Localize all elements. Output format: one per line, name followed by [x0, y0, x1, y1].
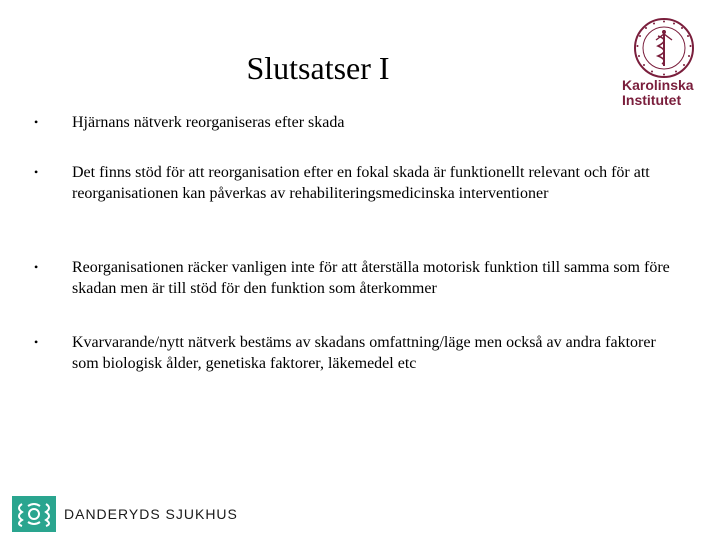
- bullet-dot: •: [34, 335, 39, 349]
- karolinska-wordmark-line2: Institutet: [622, 92, 682, 108]
- bullet-text: Hjärnans nätverk reorganiseras efter skada: [72, 114, 345, 131]
- bullet-item: [34, 332, 684, 374]
- bullet-text: Kvarvarande/nytt nätverk bestäms av skadans omfattning/läge men också av andra faktorer som biologisk ålder, genetiska faktorer, läkemedel etc: [72, 334, 656, 372]
- bullet-item: [34, 112, 344, 133]
- danderyds-sjukhus-wordmark: DANDERYDS SJUKHUS: [64, 506, 238, 522]
- bullet-dot: •: [34, 115, 39, 129]
- bullet-dot: •: [34, 260, 39, 274]
- slide-title: Slutsatser I: [246, 50, 390, 86]
- danderyd-emblem-icon: [12, 496, 56, 532]
- danderyds-sjukhus-logo: [12, 496, 238, 532]
- karolinska-wordmark-line1: Karolinska: [622, 77, 694, 93]
- bullet-item: [34, 162, 684, 204]
- karolinska-institutet-logo: [622, 16, 708, 112]
- bullet-text: Reorganisationen räcker vanligen inte för att återställa motorisk funktion till samma som före skadan men är till stöd för den funktion som återkommer: [72, 259, 670, 297]
- bullet-text: Det finns stöd för att reorganisation efter en fokal skada är funktionellt relevant och för att reorganisationen kan påverkas av rehabiliteringsmedicinska interventioner: [72, 164, 650, 202]
- karolinska-seal-icon: [632, 16, 696, 80]
- bullet-item: [34, 257, 684, 299]
- bullet-dot: •: [34, 165, 39, 179]
- karolinska-wordmark: [622, 78, 712, 108]
